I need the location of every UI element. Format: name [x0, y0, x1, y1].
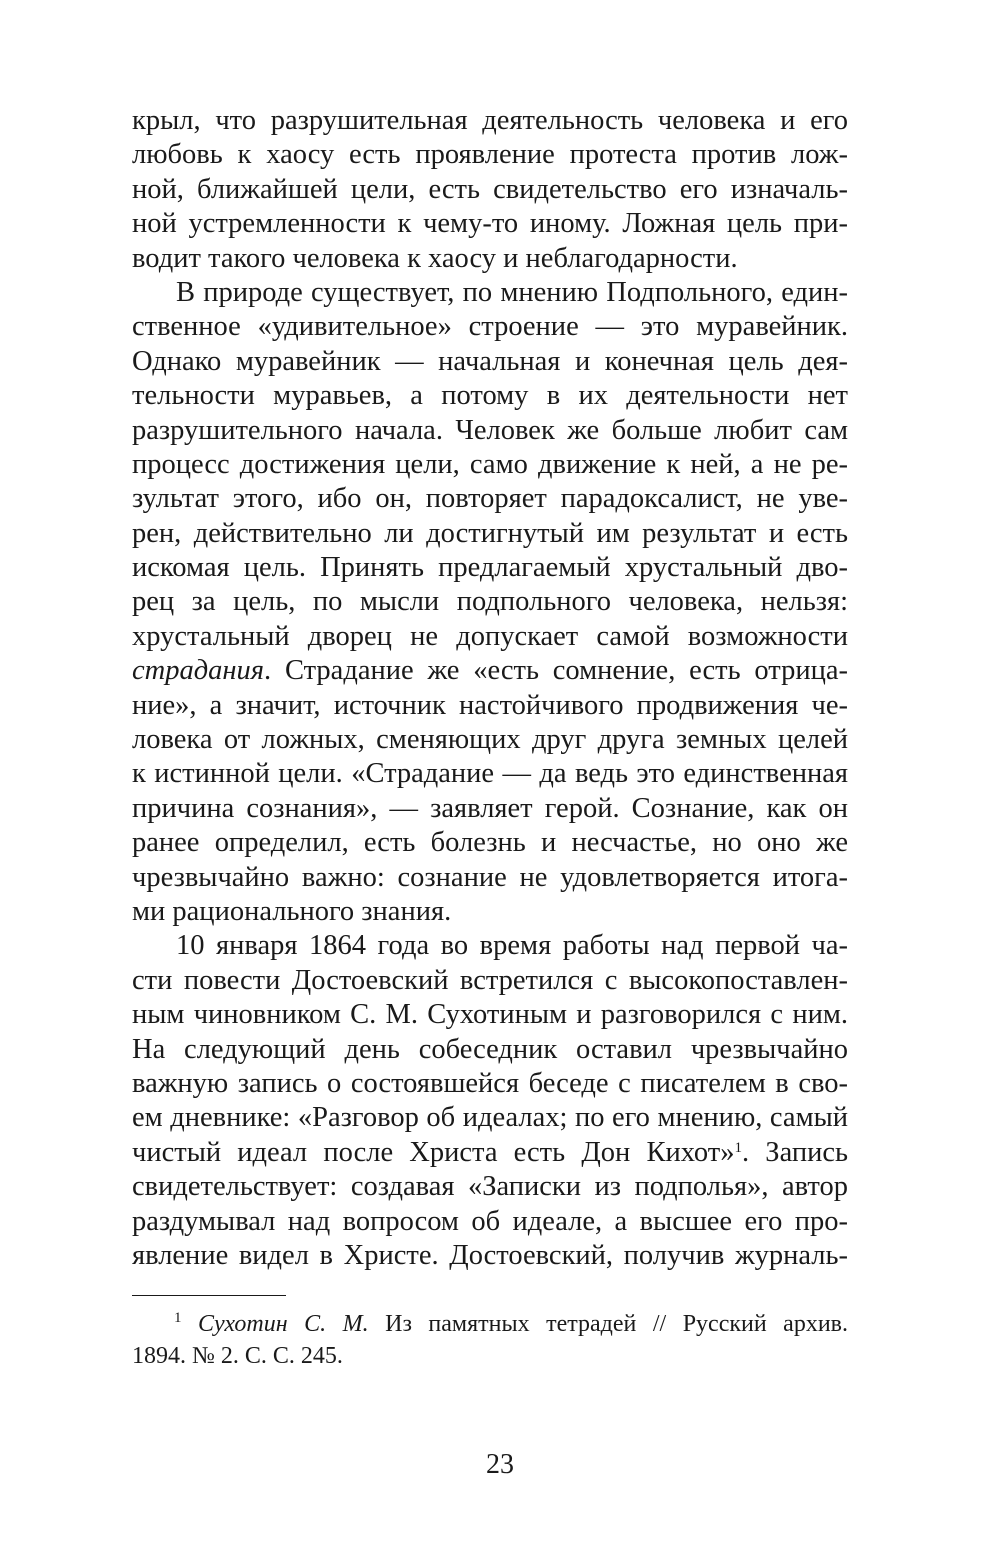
- text-line: На следующий день собеседник оставил чрезвычайно: [132, 1033, 848, 1065]
- text-line: [132, 654, 848, 688]
- text-line: ной устремленности к чему-то иному. Ложная цель при-: [132, 208, 848, 240]
- text-line: к истинной цели. «Страдание — да ведь это единственная: [132, 758, 848, 790]
- text-line: явление видел в Христе. Достоевский, получив журналь-: [132, 1239, 848, 1271]
- text-line: ственное «удивительное» строение — это муравейник.: [132, 311, 848, 343]
- text-line: важную запись о состоявшейся беседе с писателем в сво-: [132, 1067, 848, 1099]
- footnote-line: [132, 1308, 848, 1340]
- text-line: [132, 1136, 848, 1170]
- text-line: процесс достижения цели, само движение к ней, а не ре-: [132, 448, 848, 480]
- text-line: искомая цель. Принять предлагаемый хрустальный дво-: [132, 552, 848, 584]
- page-body: [132, 104, 848, 1372]
- footnote-text: Из памятных тетрадей // Русский архив.: [368, 1311, 848, 1338]
- text-line: рец за цель, по мысли подпольного человека, нельзя:: [132, 586, 848, 618]
- footnote-line: 1894. № 2. С. С. 245.: [132, 1343, 343, 1370]
- text-line: ем дневнике: «Разговор об идеалах; по его мнению, самый: [132, 1102, 848, 1134]
- text-line: ми рационального знания.: [132, 895, 452, 927]
- text-line: чрезвычайно важно: сознание не удовлетворяется итога-: [132, 861, 848, 893]
- text-line: хрустальный дворец не допускает самой возможности: [132, 620, 848, 652]
- footnote-divider: [132, 1295, 286, 1296]
- italic-word: страдания: [132, 655, 265, 687]
- text-line: ранее определил, есть болезнь и несчастье, но оно же: [132, 827, 848, 859]
- text-line: свидетельствует: создавая «Записки из подполья», автор: [132, 1171, 848, 1203]
- text-line: любовь к хаосу есть проявление протеста против лож-: [132, 139, 848, 171]
- footnote-reference[interactable]: 1: [734, 1139, 742, 1156]
- text-line: ной, ближайшей цели, есть свидетельство его изначаль-: [132, 173, 848, 205]
- text-segment: . Страдание же «есть сомнение, есть отрица-: [264, 655, 848, 687]
- text-line: ние», а значит, источник настойчивого продвижения че-: [132, 689, 848, 721]
- text-line: рен, действительно ли достигнутый им результат и есть: [132, 517, 848, 549]
- text-line: крыл, что разрушительная деятельность человека и его: [132, 105, 848, 136]
- text-line: зультат этого, ибо он, повторяет парадоксалист, не уве-: [132, 483, 848, 515]
- page-number: 23: [486, 1449, 514, 1480]
- text-line: причина сознания», — заявляет герой. Сознание, как он: [132, 792, 848, 824]
- text-line: ловека от ложных, сменяющих друг друга земных целей: [132, 724, 848, 756]
- text-line: сти повести Достоевский встретился с высокопоставлен-: [132, 964, 848, 996]
- text-segment: чистый идеал после Христа есть Дон Кихот»: [132, 1136, 735, 1168]
- text-line: раздумывал над вопросом об идеале, а высшее его про-: [132, 1205, 848, 1237]
- text-line: Однако муравейник — начальная и конечная цель дея-: [132, 345, 848, 377]
- footnote-author: Сухотин С. М.: [198, 1311, 369, 1338]
- text-line: водит такого человека к хаосу и неблагодарности.: [132, 242, 738, 274]
- footnote-marker: 1: [174, 1310, 182, 1327]
- text-segment: . Запись: [741, 1136, 848, 1168]
- text-line: В природе существует, по мнению Подпольного, един-: [176, 276, 848, 308]
- text-line: тельности муравьев, а потому в их деятельности нет: [132, 380, 848, 412]
- text-line: 10 января 1864 года во время работы над первой ча-: [176, 930, 848, 962]
- text-line: ным чиновником С. М. Сухотиным и разговорился с ним.: [132, 999, 848, 1031]
- text-line: разрушительного начала. Человек же больше любит сам: [132, 414, 848, 446]
